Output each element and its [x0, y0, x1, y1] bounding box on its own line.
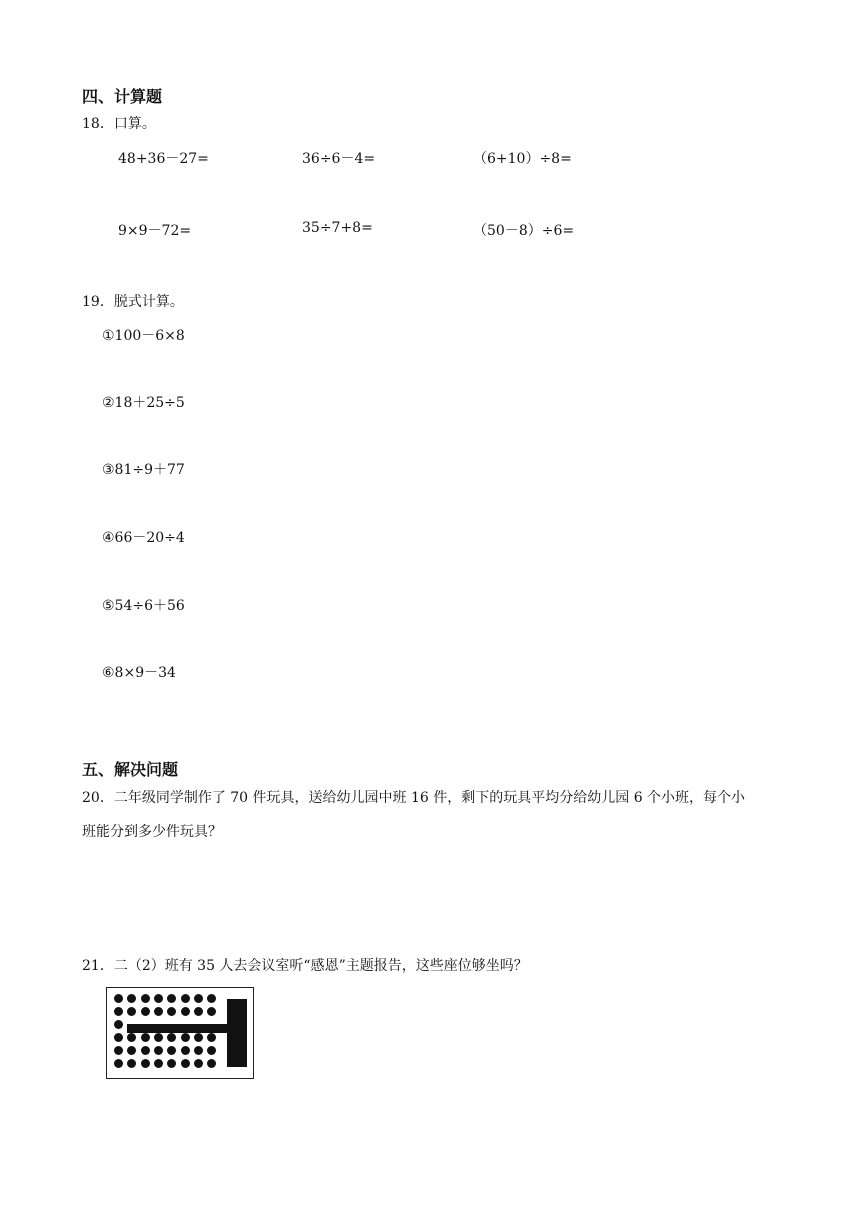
seat-dot [141, 994, 150, 1003]
seat-dot [207, 994, 216, 1003]
step-calc-item: ②18＋25÷5 [102, 395, 185, 411]
seat-dot [207, 1059, 216, 1068]
seat-dot [127, 1007, 136, 1016]
table-bar [127, 1024, 227, 1033]
question-20-line-2: 班能分到多少件玩具？ [82, 824, 222, 840]
question-21-text: 21．二（2）班有 35 人去会议室听“感恩”主题报告，这些座位够坐吗？ [82, 958, 528, 974]
seat-dot [141, 1033, 150, 1042]
seat-dot [127, 1059, 136, 1068]
seat-dot [181, 1033, 190, 1042]
seat-dot [181, 1059, 190, 1068]
seat-dot [167, 1033, 176, 1042]
seat-dot [181, 994, 190, 1003]
step-calc-item: ⑥8×9－34 [102, 665, 176, 681]
oral-calc-item: 9×9－72= [118, 223, 192, 239]
step-calc-item: ①100－6×8 [102, 328, 185, 344]
seat-dot [127, 1046, 136, 1055]
seat-dot [127, 994, 136, 1003]
oral-calc-item: 36÷6－4= [302, 151, 376, 167]
seat-dot [114, 1020, 123, 1029]
seat-dot [114, 1007, 123, 1016]
oral-calc-item: （6+10）÷8= [473, 151, 572, 167]
seat-dot [194, 994, 203, 1003]
seat-dot [194, 1046, 203, 1055]
stage-podium [227, 999, 247, 1067]
oral-calc-item: 48+36－27= [118, 151, 209, 167]
seat-dot [141, 1007, 150, 1016]
seat-dot [207, 1033, 216, 1042]
seat-dot [167, 1007, 176, 1016]
seat-dot [127, 1033, 136, 1042]
seat-dot [181, 1007, 190, 1016]
question-18-label: 18．口算。 [82, 116, 156, 132]
seat-dot [154, 994, 163, 1003]
step-calc-item: ④66－20÷4 [102, 530, 185, 546]
step-calc-item: ③81÷9＋77 [102, 462, 185, 478]
seat-dot [154, 1007, 163, 1016]
seat-dot [141, 1059, 150, 1068]
oral-calc-item: 35÷7+8= [302, 220, 373, 236]
seat-dot [167, 1059, 176, 1068]
seat-dot [154, 1059, 163, 1068]
question-19-label: 19．脱式计算。 [82, 294, 184, 310]
question-20-line-1: 20．二年级同学制作了 70 件玩具，送给幼儿园中班 16 件，剩下的玩具平均分给幼儿园 6 个小班，每个小 [82, 790, 746, 806]
section-title-calculation: 四、计算题 [82, 87, 163, 106]
seat-dot [114, 1059, 123, 1068]
seat-dot [114, 1046, 123, 1055]
seat-dot [194, 1059, 203, 1068]
seat-dot [141, 1046, 150, 1055]
seat-dot [207, 1046, 216, 1055]
seat-dot [207, 1007, 216, 1016]
seat-dot [114, 1033, 123, 1042]
seat-dot [154, 1033, 163, 1042]
oral-calc-item: （50－8）÷6= [473, 223, 575, 239]
step-calc-item: ⑤54÷6＋56 [102, 598, 185, 614]
seat-dot [194, 1033, 203, 1042]
seat-dot [167, 994, 176, 1003]
seat-dot [154, 1046, 163, 1055]
seat-dot [181, 1046, 190, 1055]
seat-dot [194, 1007, 203, 1016]
seat-dot [114, 994, 123, 1003]
seat-dot [167, 1046, 176, 1055]
section-title-problem-solving: 五、解决问题 [82, 760, 179, 779]
seating-diagram [106, 987, 254, 1079]
